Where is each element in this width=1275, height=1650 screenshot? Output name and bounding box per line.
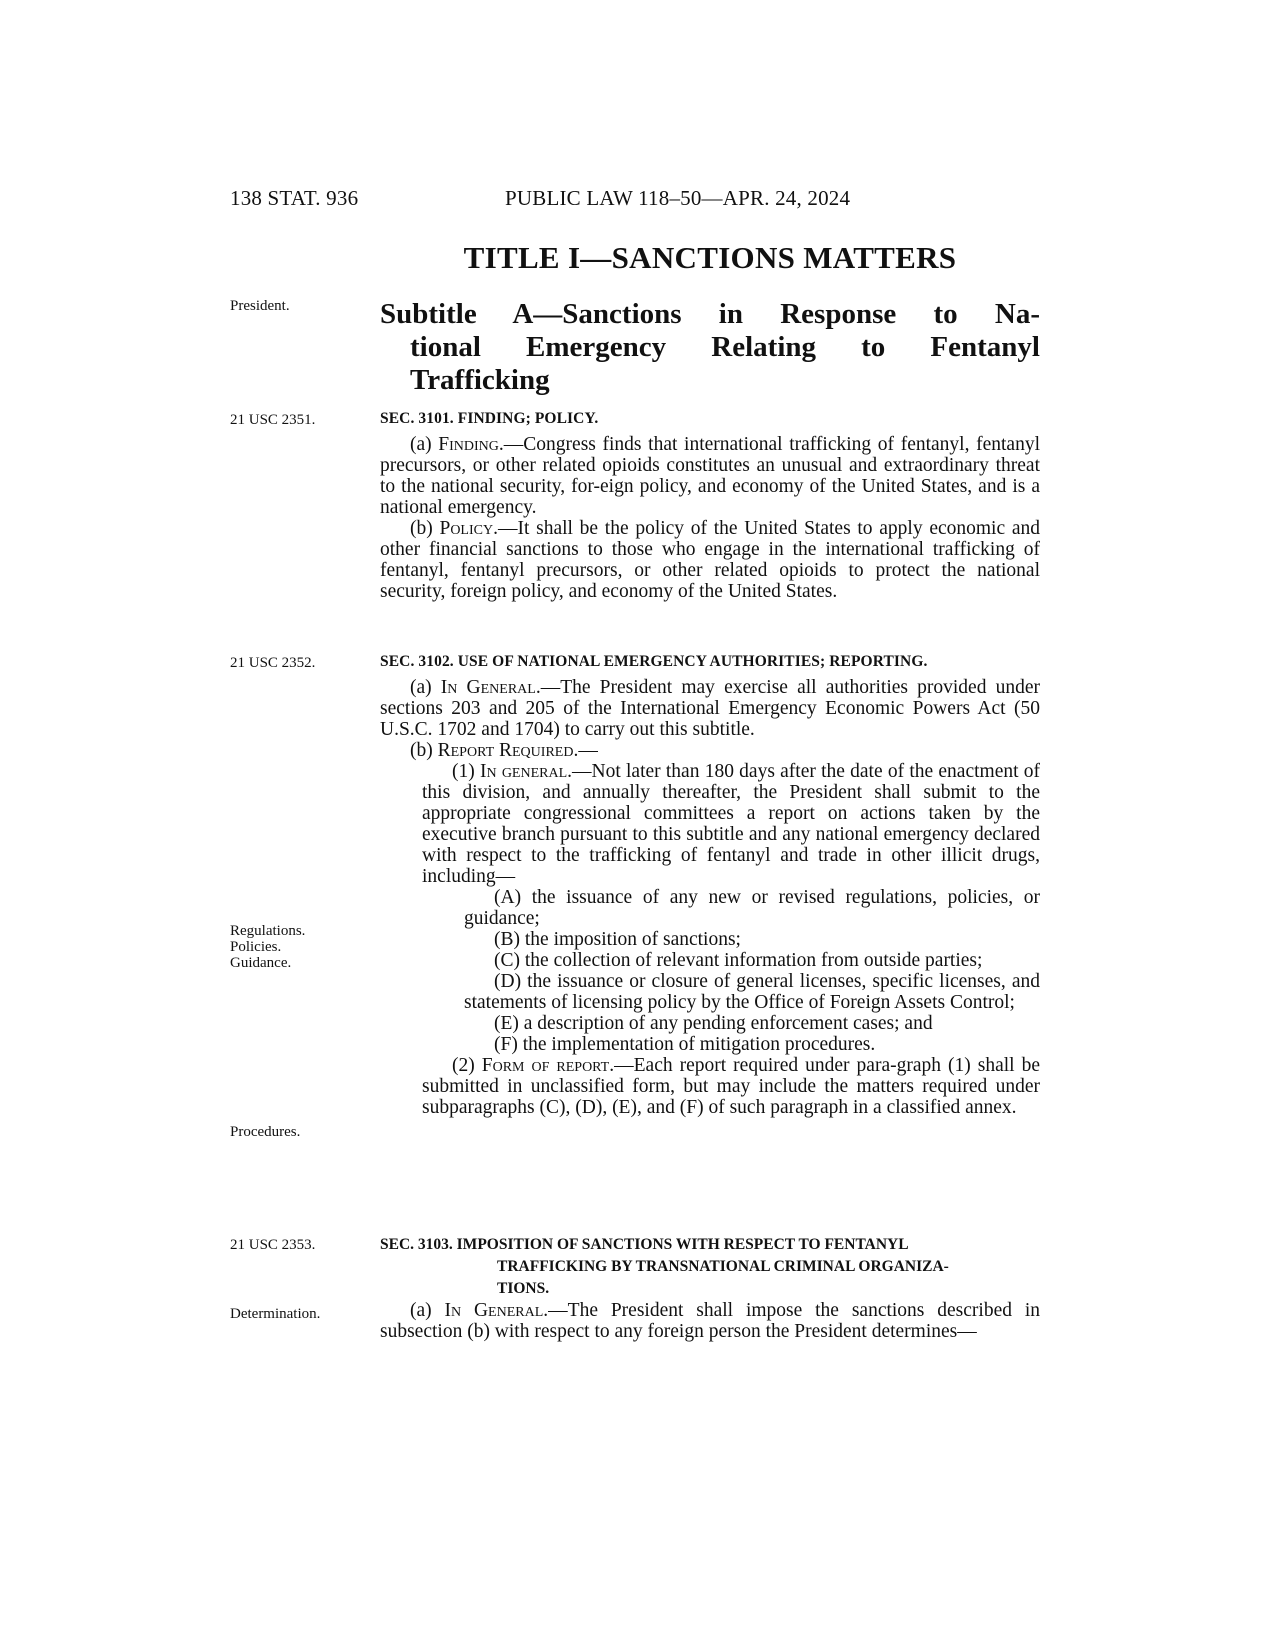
section-3103-heading-line: SEC. 3103. IMPOSITION OF SANCTIONS WITH RESPECT TO FENTANYL — [380, 1236, 909, 1253]
section-3101-body — [380, 434, 1040, 602]
page-stat-citation: 138 STAT. 936 — [230, 186, 359, 210]
subsection-b-report-required: (b) Report Required.— — [410, 740, 598, 761]
margin-note-regulations: Regulations. — [230, 923, 306, 939]
paragraph-1-in-general: (1) In general.—Not later than 180 days after the date of the enactment of this division, and annually thereafter, the President shall submit to the appropriate congressional committees a report on actions taken by the executive branch pursuant to this subtitle and any national emergency declared with respect to the trafficking of fentanyl and trade in other illicit drugs, including— — [422, 761, 1041, 887]
subsection-b-policy: (b) Policy.—It shall be the policy of the United States to apply economic and other financial sanctions to those who engage in the international trafficking of fentanyl, fentanyl precursors, or other related opioids to protect the national security, foreign policy, and economy of the United States. — [380, 518, 1040, 602]
page-law-header: PUBLIC LAW 118–50—APR. 24, 2024 — [505, 186, 851, 210]
subtitle-line: Subtitle A—Sanctions in Response to Na- — [380, 298, 1040, 330]
subtitle-heading — [380, 298, 1040, 397]
margin-note-policies: Policies. — [230, 939, 282, 955]
section-3101-heading: SEC. 3101. FINDING; POLICY. — [380, 410, 599, 427]
title-heading: TITLE I—SANCTIONS MATTERS — [463, 240, 957, 275]
margin-note-determination: Determination. — [230, 1306, 321, 1322]
subparagraph-a: (A) the issuance of any new or revised regulations, policies, or guidance; — [464, 887, 1040, 929]
paragraph-2-form-of-report: (2) Form of report.—Each report required under para-graph (1) shall be submitted in unclassified form, but may include the matters required under subparagraphs (C), (D), (E), and (F) of such paragraph in a classified annex. — [422, 1055, 1040, 1118]
subtitle-line: tional Emergency Relating to Fentanyl — [410, 331, 1040, 363]
section-3103-heading-line: TIONS. — [497, 1280, 550, 1297]
subparagraph-d: (D) the issuance or closure of general licenses, specific licenses, and statements of licensing policy by the Office of Foreign Assets Control; — [464, 971, 1040, 1013]
section-3103-heading — [380, 1234, 1040, 1300]
subsection-a-in-general: (a) In General.—The President may exercise all authorities provided under sections 203 and 205 of the International Emergency Economic Powers Act (50 U.S.C. 1702 and 1704) to carry out this subtitle. — [380, 677, 1040, 740]
margin-note-guidance: Guidance. — [230, 955, 292, 971]
subparagraph-f: (F) the implementation of mitigation procedures. — [494, 1034, 876, 1055]
subparagraph-c: (C) the collection of relevant information from outside parties; — [494, 950, 983, 971]
section-3102-body — [380, 677, 1040, 1118]
subsection-a-finding: (a) Finding.—Congress finds that international trafficking of fentanyl, fentanyl precursors, or other related opioids constitutes an unusual and extraordinary threat to the national security, for-eign policy, and economy of the United States, and is a national emergency. — [380, 434, 1040, 518]
margin-note-usc-2353: 21 USC 2353. — [230, 1237, 316, 1253]
margin-note-usc-2351: 21 USC 2351. — [230, 412, 316, 428]
subparagraph-e: (E) a description of any pending enforcement cases; and — [494, 1013, 933, 1034]
margin-note-procedures: Procedures. — [230, 1124, 301, 1140]
subtitle-line: Trafficking — [410, 364, 550, 396]
section-3103-body — [380, 1300, 1040, 1342]
subparagraph-b: (B) the imposition of sanctions; — [494, 929, 741, 950]
margin-note-president: President. — [230, 298, 290, 314]
section-3102-heading: SEC. 3102. USE OF NATIONAL EMERGENCY AUTHORITIES; REPORTING. — [380, 653, 928, 670]
margin-note-usc-2352: 21 USC 2352. — [230, 655, 316, 671]
section-3103-heading-line: TRAFFICKING BY TRANSNATIONAL CRIMINAL ORGANIZA- — [497, 1258, 949, 1275]
subsection-a-in-general: (a) In General.—The President shall impose the sanctions described in subsection (b) with respect to any foreign person the President determines— — [380, 1300, 1040, 1342]
